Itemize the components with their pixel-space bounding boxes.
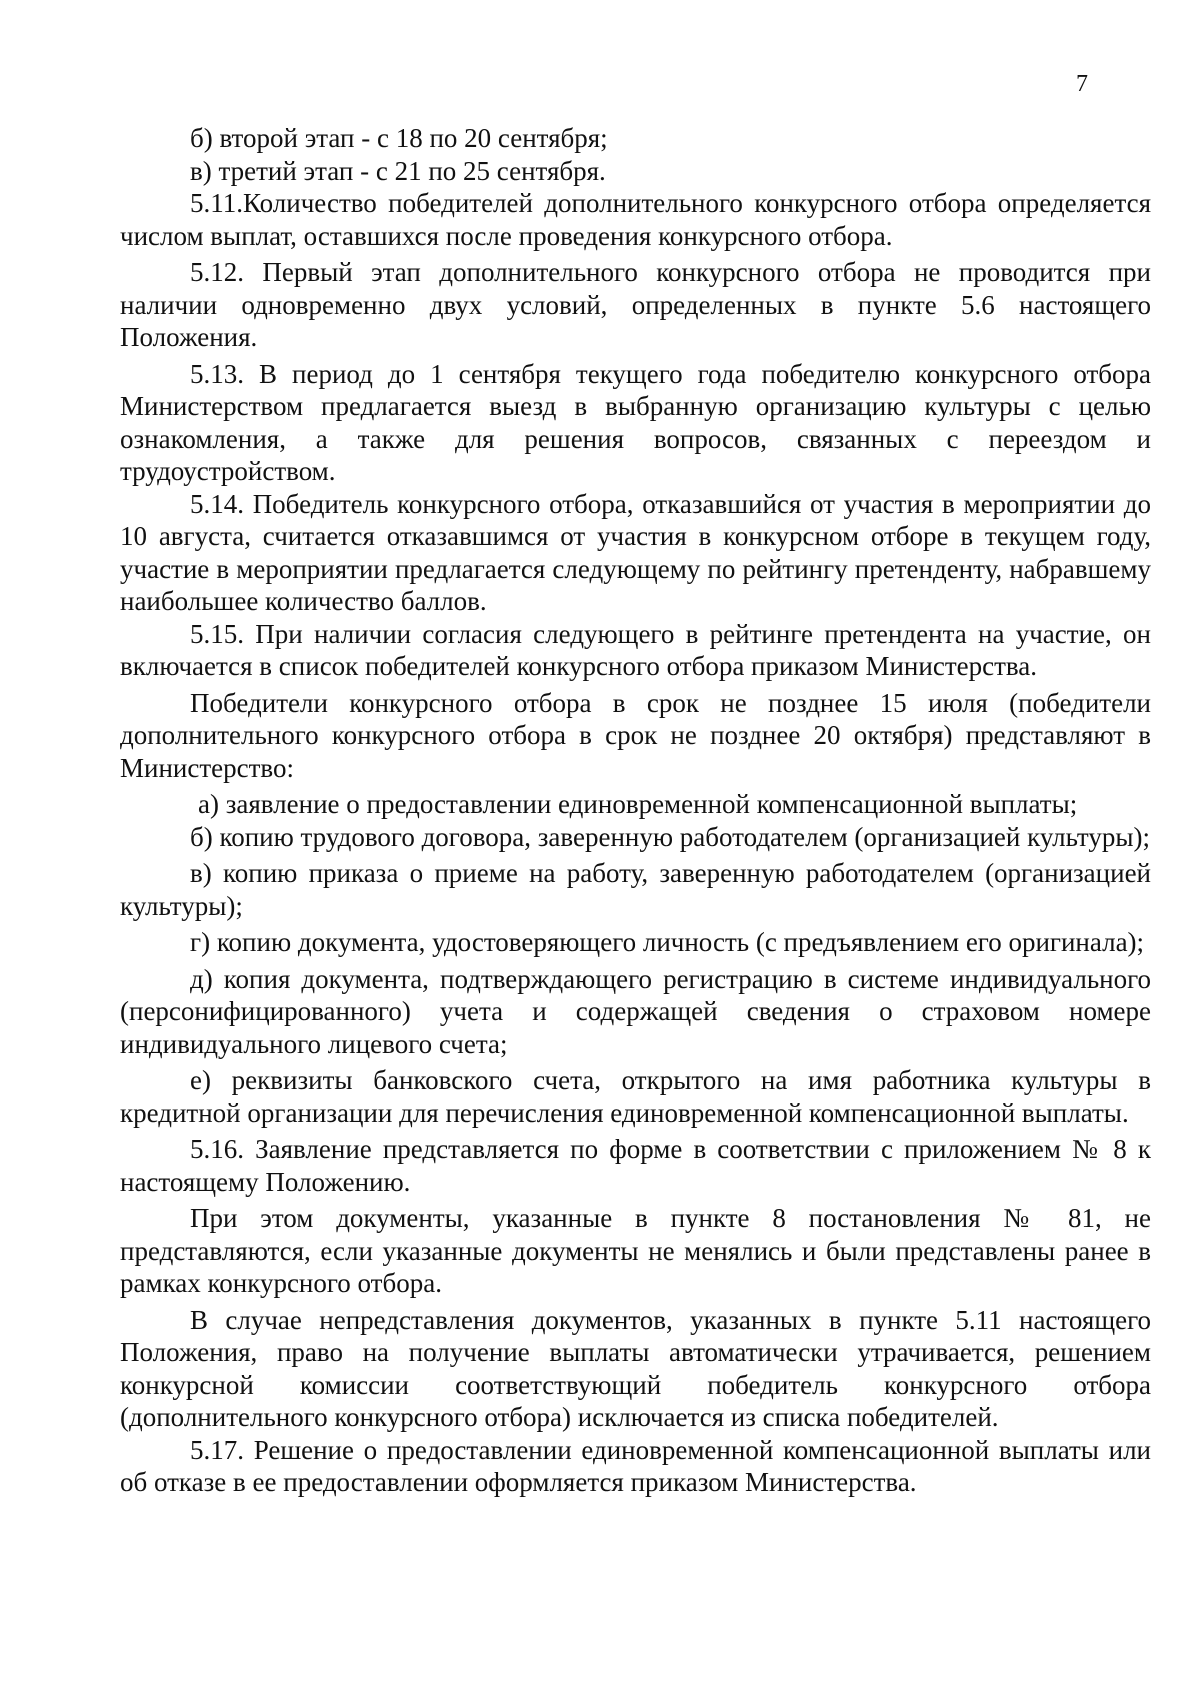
paragraph-winners-submit: Победители конкурсного отбора в срок не позднее 15 июля (победители дополнительного конкурсного отбора в срок не позднее 20 октября) представляют в Министерство: bbox=[120, 687, 1151, 783]
list-item-e: е) реквизиты банковского счета, открытого на имя работника культуры в кредитной организации для перечисления единовременной компенсационной выплаты. bbox=[120, 1065, 1151, 1128]
paragraph-5-16: 5.16. Заявление представляется по форме в соответствии с приложением № 8 к настоящему Положению. bbox=[120, 1134, 1151, 1197]
paragraph-5-11: 5.11.Количество победителей дополнительного конкурсного отбора определяется числом выплат, оставшихся после проведения конкурсного отбора. bbox=[120, 188, 1151, 251]
list-item-g: г) копию документа, удостоверяющего личность (с предъявлением его оригинала); bbox=[190, 927, 1145, 957]
paragraph-5-15: 5.15. При наличии согласия следующего в рейтинге претендента на участие, он включается в список победителей конкурсного отбора приказом Министерства. bbox=[120, 618, 1151, 681]
paragraph-documents-not-required: При этом документы, указанные в пункте 8 постановления № 81, не представляются, если указанные документы не менялись и были представлены ранее в рамках конкурсного отбора. bbox=[120, 1203, 1151, 1298]
paragraph-5-17: 5.17. Решение о предоставлении единовременной компенсационной выплаты или об отказе в ее предоставлении оформляется приказом Министерства. bbox=[120, 1434, 1151, 1497]
paragraph-stage-3: в) третий этап - с 21 по 25 сентября. bbox=[190, 155, 606, 186]
list-item-v: в) копию приказа о приеме на работу, заверенную работодателем (организацией культуры); bbox=[120, 858, 1151, 921]
list-item-b: б) копию трудового договора, заверенную работодателем (организацией культуры); bbox=[190, 821, 1150, 852]
paragraph-stage-2: б) второй этап - с 18 по 20 сентября; bbox=[190, 123, 608, 153]
page-number: 7 bbox=[1076, 71, 1088, 97]
document-body bbox=[120, 122, 1151, 1499]
paragraph-5-13: 5.13. В период до 1 сентября текущего года победителю конкурсного отбора Министерством предлагается выезд в выбранную организацию культуры с целью ознакомления, а также для решения вопросов, связанных с переездом и трудоустройством. bbox=[120, 358, 1151, 486]
paragraph-5-12: 5.12. Первый этап дополнительного конкурсного отбора не проводится при наличии одновременно двух условий, определенных в пункте 5.6 настоящего Положения. bbox=[120, 257, 1151, 352]
paragraph-non-submission: В случае непредставления документов, указанных в пункте 5.11 настоящего Положения, право на получение выплаты автоматически утрачивается, решением конкурсной комиссии соответствующий победитель конкурсного отбора (дополнительного конкурсного отбора) исключается из списка победителей. bbox=[120, 1304, 1151, 1432]
paragraph-5-14: 5.14. Победитель конкурсного отбора, отказавшийся от участия в мероприятии до 10 августа, считается отказавшимся от участия в конкурсном отборе в текущем году, участие в мероприятии предлагается следующему по рейтингу претенденту, набравшему наибольшее количество баллов. bbox=[120, 488, 1151, 616]
list-item-a: а) заявление о предоставлении единовременной компенсационной выплаты; bbox=[198, 789, 1078, 819]
list-item-d: д) копия документа, подтверждающего регистрацию в системе индивидуального (персонифицированного) учета и содержащей сведения о страховом номере индивидуального лицевого счета; bbox=[120, 963, 1151, 1059]
